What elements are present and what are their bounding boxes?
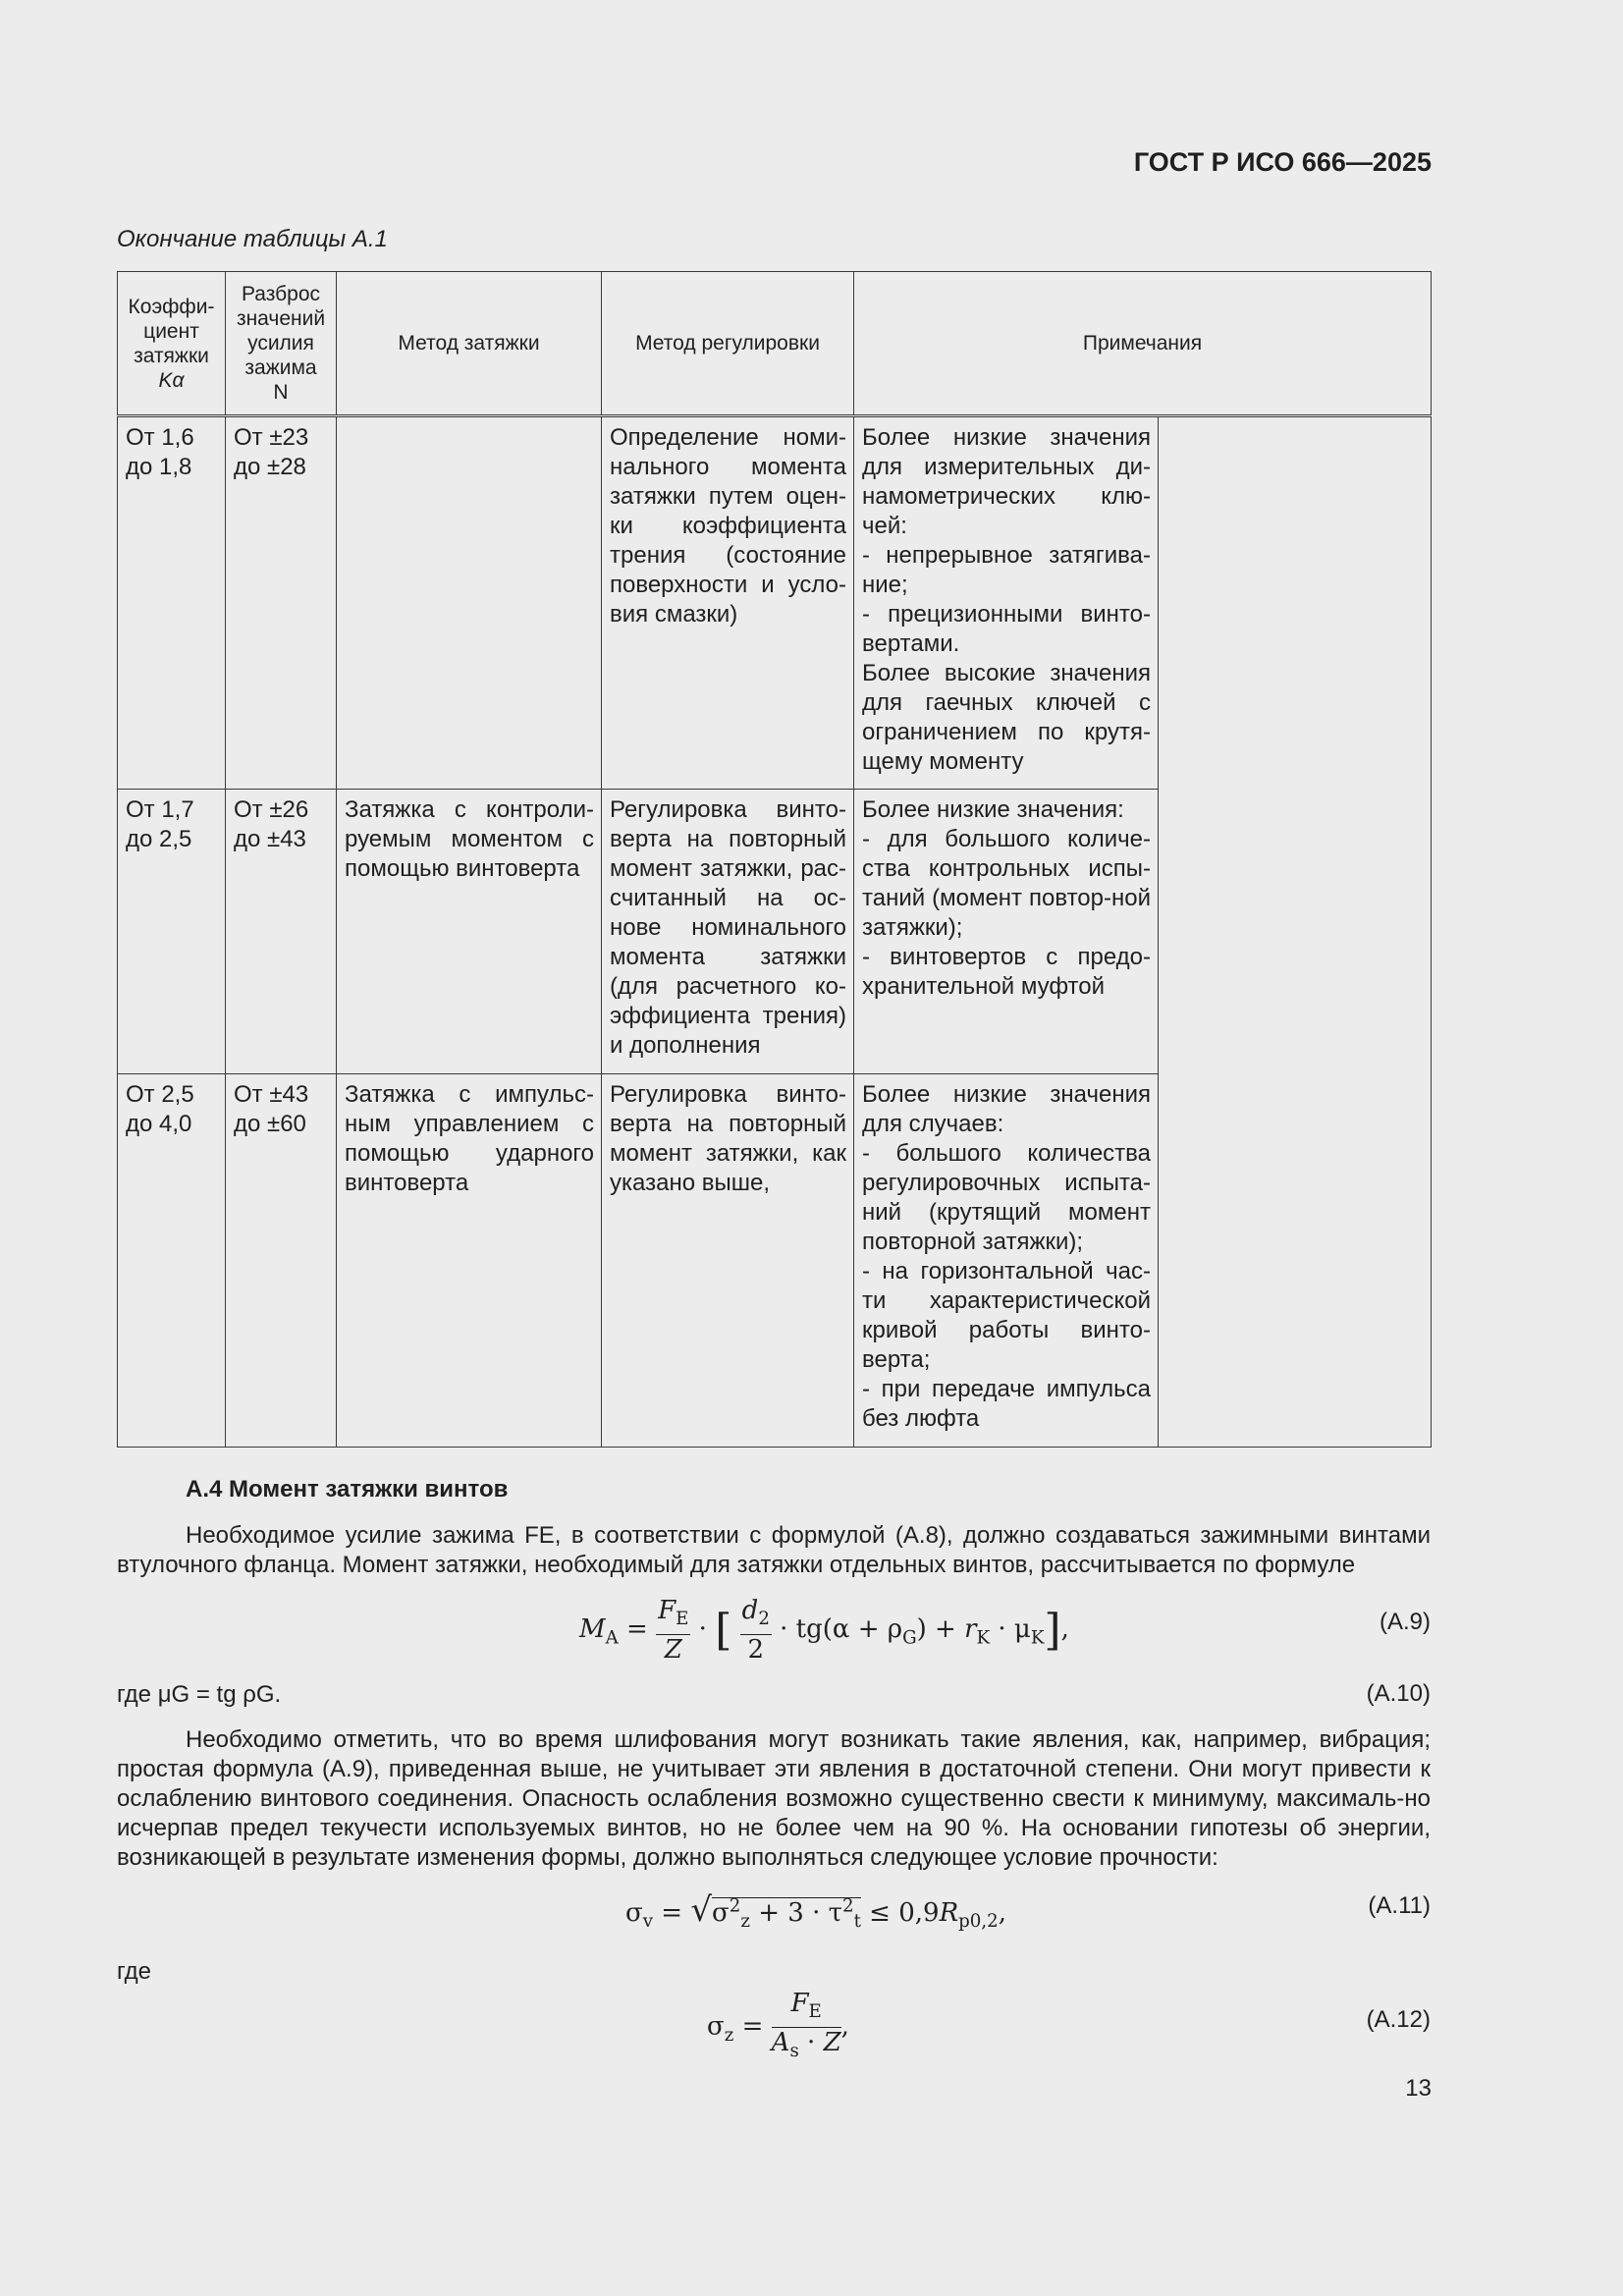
- notes-empty-column: [1159, 416, 1432, 1448]
- equation-number-a11: (А.11): [1368, 1892, 1431, 1919]
- header-spread: Разброс значений усилия зажима N: [226, 272, 337, 416]
- cell-spread: От ±23 до ±28: [234, 424, 309, 480]
- equation-number-a9: (А.9): [1379, 1609, 1431, 1635]
- paragraph-intro: Необходимое усилие зажима FE, в соответствии с формулой (А.8), должно создаваться зажимными винтами втулочного фланца. Момент затяжки, необходимый для затяжки отдельных винтов, рассчитывается по формуле: [117, 1522, 1431, 1578]
- section-title: А.4 Момент затяжки винтов: [186, 1476, 509, 1503]
- table-caption: Окончание таблицы А.1: [117, 226, 388, 252]
- cell-coef: От 1,6 до 1,8: [126, 424, 194, 480]
- cell-tightening: Затяжка с контроли-руемым моментом с помощью винтоверта: [345, 796, 594, 882]
- equation-number-a12: (А.12): [1366, 2006, 1431, 2033]
- formula-a11: $\sigma_v = √\sigma^2_z + 3 \cdot \tau^2_t \le 0,9R_{p0,2}$,: [625, 1890, 1006, 1933]
- cell-tightening: [337, 417, 601, 429]
- where-mu-text: где μG = tg ρG.: [117, 1681, 282, 1708]
- cell-adjustment: Регулировка винто-верта на повторный момент затяжки, как указано выше,: [610, 1081, 846, 1196]
- formula-a9: $M_A$ = $\frac{F_E}{Z}$ · [ $\frac{d_2}{2}$ · $tg(\alpha + \rho_G) + r_K \cdot \mu_K$],: [579, 1596, 1069, 1666]
- cell-coef: От 1,7 до 2,5: [126, 796, 194, 852]
- header-adjustment: Метод регулировки: [602, 272, 854, 416]
- header-symbol: Kα: [158, 368, 185, 392]
- page-number: 13: [1405, 2075, 1432, 2102]
- header-tightening: Метод затяжки: [337, 272, 602, 416]
- header-notes: Примечания: [854, 272, 1432, 416]
- paragraph-strength: Необходимо отметить, что во время шлифования могут возникать такие явления, как, например, вибрация; простая формула (А.9), приведенная выше, не учитывает эти явления в достаточной степени. Они могут привести к ослаблению винтового соединения. Опасность ослабления возможно существенно свести к минимуму, максималь-но исчерпав предел текучести используемых винтов, но не более чем на 90 %. На основании гипотезы об энергии, возникающей в результате изменения формы, должно выполняться следующее условие прочности:: [117, 1726, 1431, 1871]
- header-coef: Коэффи- циент затяжки Kα: [118, 272, 226, 416]
- cell-notes: Более низкие значения: - для большого количе-ства контрольных испы-таний (момент повтор-ной затяжки); - винтовертов с предо-хранительной муфтой: [862, 796, 1151, 1000]
- table-row: [118, 416, 1432, 790]
- cell-spread: От ±43 до ±60: [234, 1081, 309, 1137]
- cell-tightening: Затяжка с импульс-ным управлением с помощью ударного винтоверта: [345, 1081, 594, 1196]
- cell-spread: От ±26 до ±43: [234, 796, 309, 852]
- data-table: [117, 271, 1432, 1448]
- cell-coef: От 2,5 до 4,0: [126, 1081, 194, 1137]
- document-code: ГОСТ Р ИСО 666—2025: [1133, 147, 1432, 177]
- table-header-row: [118, 272, 1432, 416]
- cell-adjustment: Определение номи-нального момента затяжки путем оцен-ки коэффициента трения (состояние поверхности и усло-вия смазки): [610, 424, 846, 628]
- cell-notes: Более низкие значения для случаев: - большого количества регулировочных испыта-ний (крутящий момент повторной затяжки); - на горизонтальной час-ти характеристической кривой работы винто-верта; - при передаче импульса без люфта: [862, 1081, 1151, 1432]
- formula-a12: $\sigma_z$ = $\frac{F_E}{A_s \cdot Z}$ ,: [707, 1989, 849, 2062]
- equation-number-a10: (А.10): [1366, 1680, 1431, 1707]
- cell-adjustment: Регулировка винто-верта на повторный момент затяжки, рас-считанный на ос-нове номинального момента затяжки (для расчетного ко-эффициента трения) и дополнения: [610, 796, 846, 1059]
- where-text: где: [117, 1958, 152, 1985]
- cell-notes: Более низкие значения для измерительных ди-намометрических клю-чей: - непрерывное затягива-ние; - прецизионными винто-вертами. Более высокие значения для гаечных ключей с ограничением по крутя-щему моменту: [862, 424, 1151, 775]
